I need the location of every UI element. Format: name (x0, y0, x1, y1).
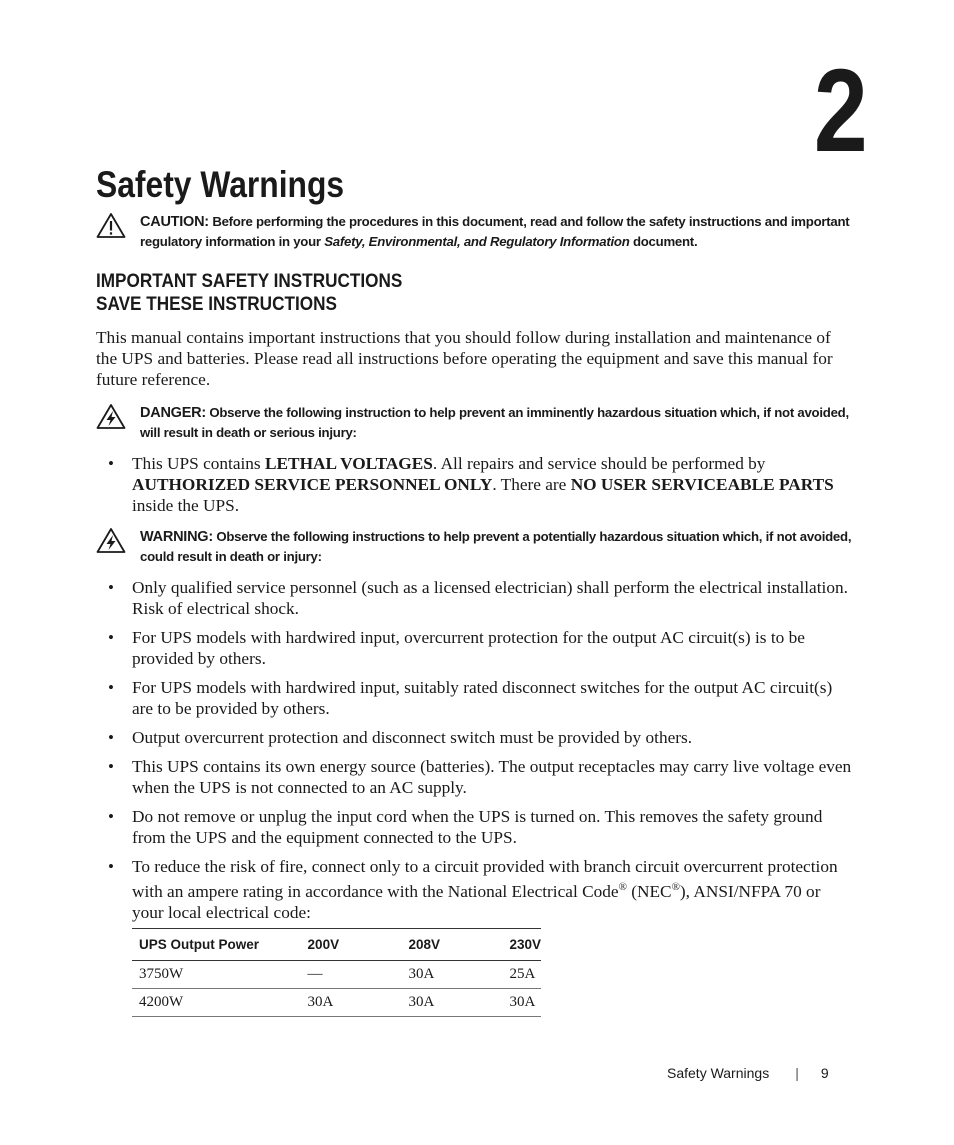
page-title: Safety Warnings (96, 164, 345, 205)
danger-bullet-text: . There are (492, 475, 567, 494)
danger-label: DANGER: (140, 405, 206, 421)
table-header-cell: 200V (281, 929, 382, 961)
list-item-text: This UPS contains its own energy source (batteries). The output receptacles may carry live voltage even when the UPS is not connected to an AC supply. (132, 757, 852, 797)
table-header-row (132, 929, 541, 961)
warning-bullet-list (96, 577, 856, 931)
list-item (96, 856, 856, 923)
list-item (96, 727, 856, 748)
fire-bullet-text: ), ANSI/NFPA 70 or your local electrical code: (132, 881, 821, 922)
warning-text: Observe the following instructions to help prevent a potentially hazardous situation which, if not avoided, could result in death or injury: (140, 529, 852, 564)
list-item-text: Do not remove or unplug the input cord when the UPS is turned on. This removes the safety ground from the UPS and the equipment connected to the UPS. (132, 807, 823, 847)
bullet-dot: • (108, 857, 114, 876)
danger-bullet-text: inside the UPS. (132, 496, 240, 515)
bullet-dot: • (108, 807, 114, 826)
list-item (96, 627, 856, 669)
page-footer (667, 1064, 829, 1082)
section-heading-line2: SAVE THESE INSTRUCTIONS (96, 293, 337, 315)
list-item-text: Only qualified service personnel (such as a licensed electrician) shall perform the electrical installation. Risk of electrical shock. (132, 578, 848, 618)
lightning-triangle-icon (96, 527, 126, 554)
danger-bullet-text: This UPS contains (132, 454, 261, 473)
table-cell: 25A (482, 961, 541, 989)
footer-section-title: Safety Warnings (667, 1065, 770, 1081)
list-item (96, 677, 856, 719)
section-heading (96, 270, 402, 316)
danger-notice (96, 403, 856, 443)
list-item (96, 577, 856, 619)
fire-bullet-text: To reduce the risk of fire, connect only to a circuit provided with branch circuit overcurrent protection with an ampere rating in accordance with the National Electrical Code (132, 857, 838, 901)
danger-text: Observe the following instruction to help prevent an imminently hazardous situation which, if not avoided, will result in death or serious injury: (140, 405, 849, 440)
table-cell: 30A (482, 989, 541, 1017)
bullet-dot: • (108, 454, 114, 473)
ups-output-power-table (132, 928, 541, 1017)
caution-notice (96, 212, 856, 252)
caution-document-title: Safety, Environmental, and Regulatory Information (324, 234, 630, 249)
table-cell: 3750W (132, 961, 281, 989)
danger-bullet-emphasis: AUTHORIZED SERVICE PERSONNEL ONLY (132, 475, 493, 494)
warning-notice (96, 527, 856, 567)
table-header-cell: UPS Output Power (132, 929, 281, 961)
caution-text-end: document. (632, 234, 698, 249)
list-item-text: Output overcurrent protection and disconnect switch must be provided by others. (132, 728, 693, 747)
bullet-dot: • (108, 578, 114, 597)
caution-triangle-icon (96, 212, 126, 239)
registered-mark: ® (618, 881, 627, 893)
chapter-number: 2 (814, 45, 868, 177)
table-header-cell: 208V (382, 929, 483, 961)
bullet-dot: • (108, 728, 114, 747)
table-cell: 30A (382, 989, 483, 1017)
registered-mark: ® (671, 881, 680, 893)
table-row (132, 961, 541, 989)
table-cell: 30A (281, 989, 382, 1017)
danger-bullet-list (96, 453, 856, 524)
table-header-cell: 230V (482, 929, 541, 961)
danger-bullet-emphasis: LETHAL VOLTAGES (264, 454, 433, 473)
footer-separator: | (795, 1065, 799, 1081)
list-item (96, 756, 856, 798)
list-item (96, 453, 856, 516)
section-heading-line1: IMPORTANT SAFETY INSTRUCTIONS (96, 270, 403, 292)
fire-bullet-text: (NEC (626, 881, 672, 901)
lightning-triangle-icon (96, 403, 126, 430)
table-cell: 30A (382, 961, 483, 989)
warning-label: WARNING: (140, 529, 213, 545)
danger-bullet-emphasis: NO USER SERVICEABLE PARTS (570, 475, 834, 494)
table-cell: — (281, 961, 382, 989)
list-item-text: For UPS models with hardwired input, suitably rated disconnect switches for the output AC circuit(s) are to be provided by others. (132, 678, 833, 718)
caution-label: CAUTION: (140, 214, 209, 230)
bullet-dot: • (108, 628, 114, 647)
danger-bullet-text: . All repairs and service should be performed by (432, 454, 766, 473)
page-number: 9 (820, 1065, 829, 1081)
bullet-dot: • (108, 757, 114, 776)
list-item (96, 806, 856, 848)
list-item-text: For UPS models with hardwired input, overcurrent protection for the output AC circuit(s) is to be provided by others. (132, 628, 805, 668)
table-row (132, 989, 541, 1017)
bullet-dot: • (108, 678, 114, 697)
caution-text: Before performing the procedures in this document, read and follow the safety instructions and important regulatory information in your (140, 214, 850, 249)
intro-paragraph: This manual contains important instructions that you should follow during installation and maintenance of the UPS and batteries. Please read all instructions before operating the equipment and save this manual for future reference. (96, 328, 833, 389)
table-cell: 4200W (132, 989, 281, 1017)
